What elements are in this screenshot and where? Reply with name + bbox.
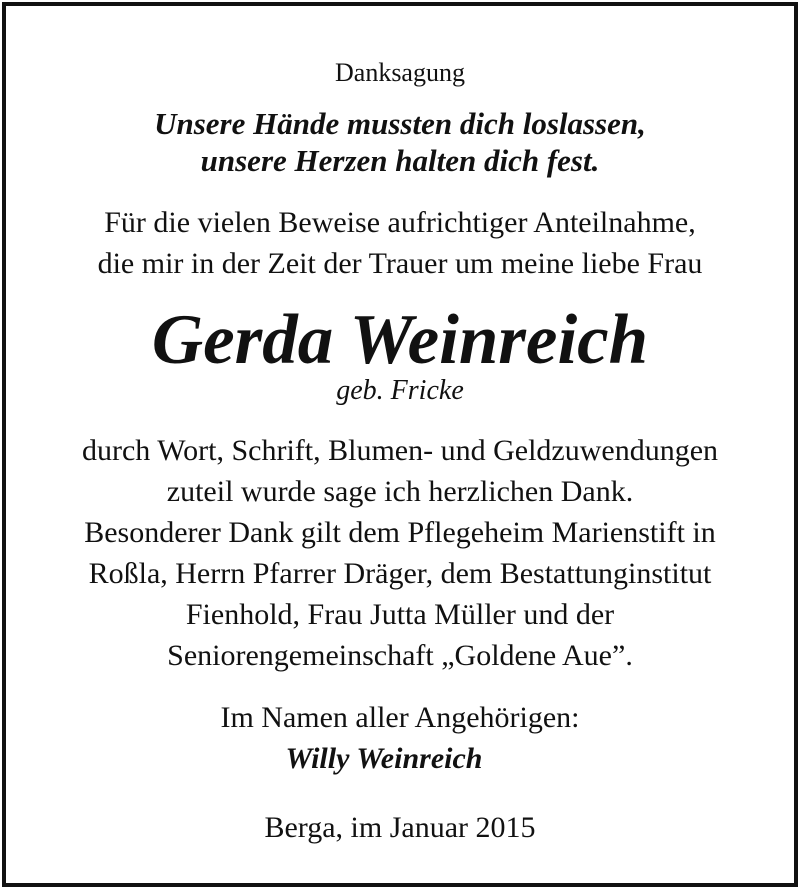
thanks-text-line: Seniorengemeinschaft „Goldene Aue”. xyxy=(167,639,633,672)
maiden-name: geb. Fricke xyxy=(336,375,464,406)
thanks-text-line: zuteil wurde sage ich herzlichen Dank. xyxy=(166,475,634,508)
signature-name: Willy Weinreich xyxy=(285,742,483,775)
motto-line: unsere Herzen halten dich fest. xyxy=(200,143,600,178)
thanks-text-line: durch Wort, Schrift, Blumen- und Geldzuwendungen xyxy=(81,434,719,467)
thanks-text-line: Besonderer Dank gilt dem Pflegeheim Marienstift in xyxy=(84,516,716,549)
obituary-card xyxy=(2,2,798,887)
deceased-name: Gerda Weinreich xyxy=(151,301,649,379)
notice-heading: Danksagung xyxy=(335,58,465,87)
thanks-text-line: Fienhold, Frau Jutta Müller und der xyxy=(185,598,615,631)
place-date: Berga, im Januar 2015 xyxy=(264,811,536,844)
intro-line: die mir in der Zeit der Trauer um meine liebe Frau xyxy=(97,247,703,280)
intro-line: Für die vielen Beweise aufrichtiger Anteilnahme, xyxy=(104,206,696,239)
thanks-text-line: Roßla, Herrn Pfarrer Dräger, dem Bestattunginstitut xyxy=(88,557,712,590)
motto-line: Unsere Hände mussten dich loslassen, xyxy=(154,106,646,141)
closing-line: Im Namen aller Angehörigen: xyxy=(220,701,580,734)
